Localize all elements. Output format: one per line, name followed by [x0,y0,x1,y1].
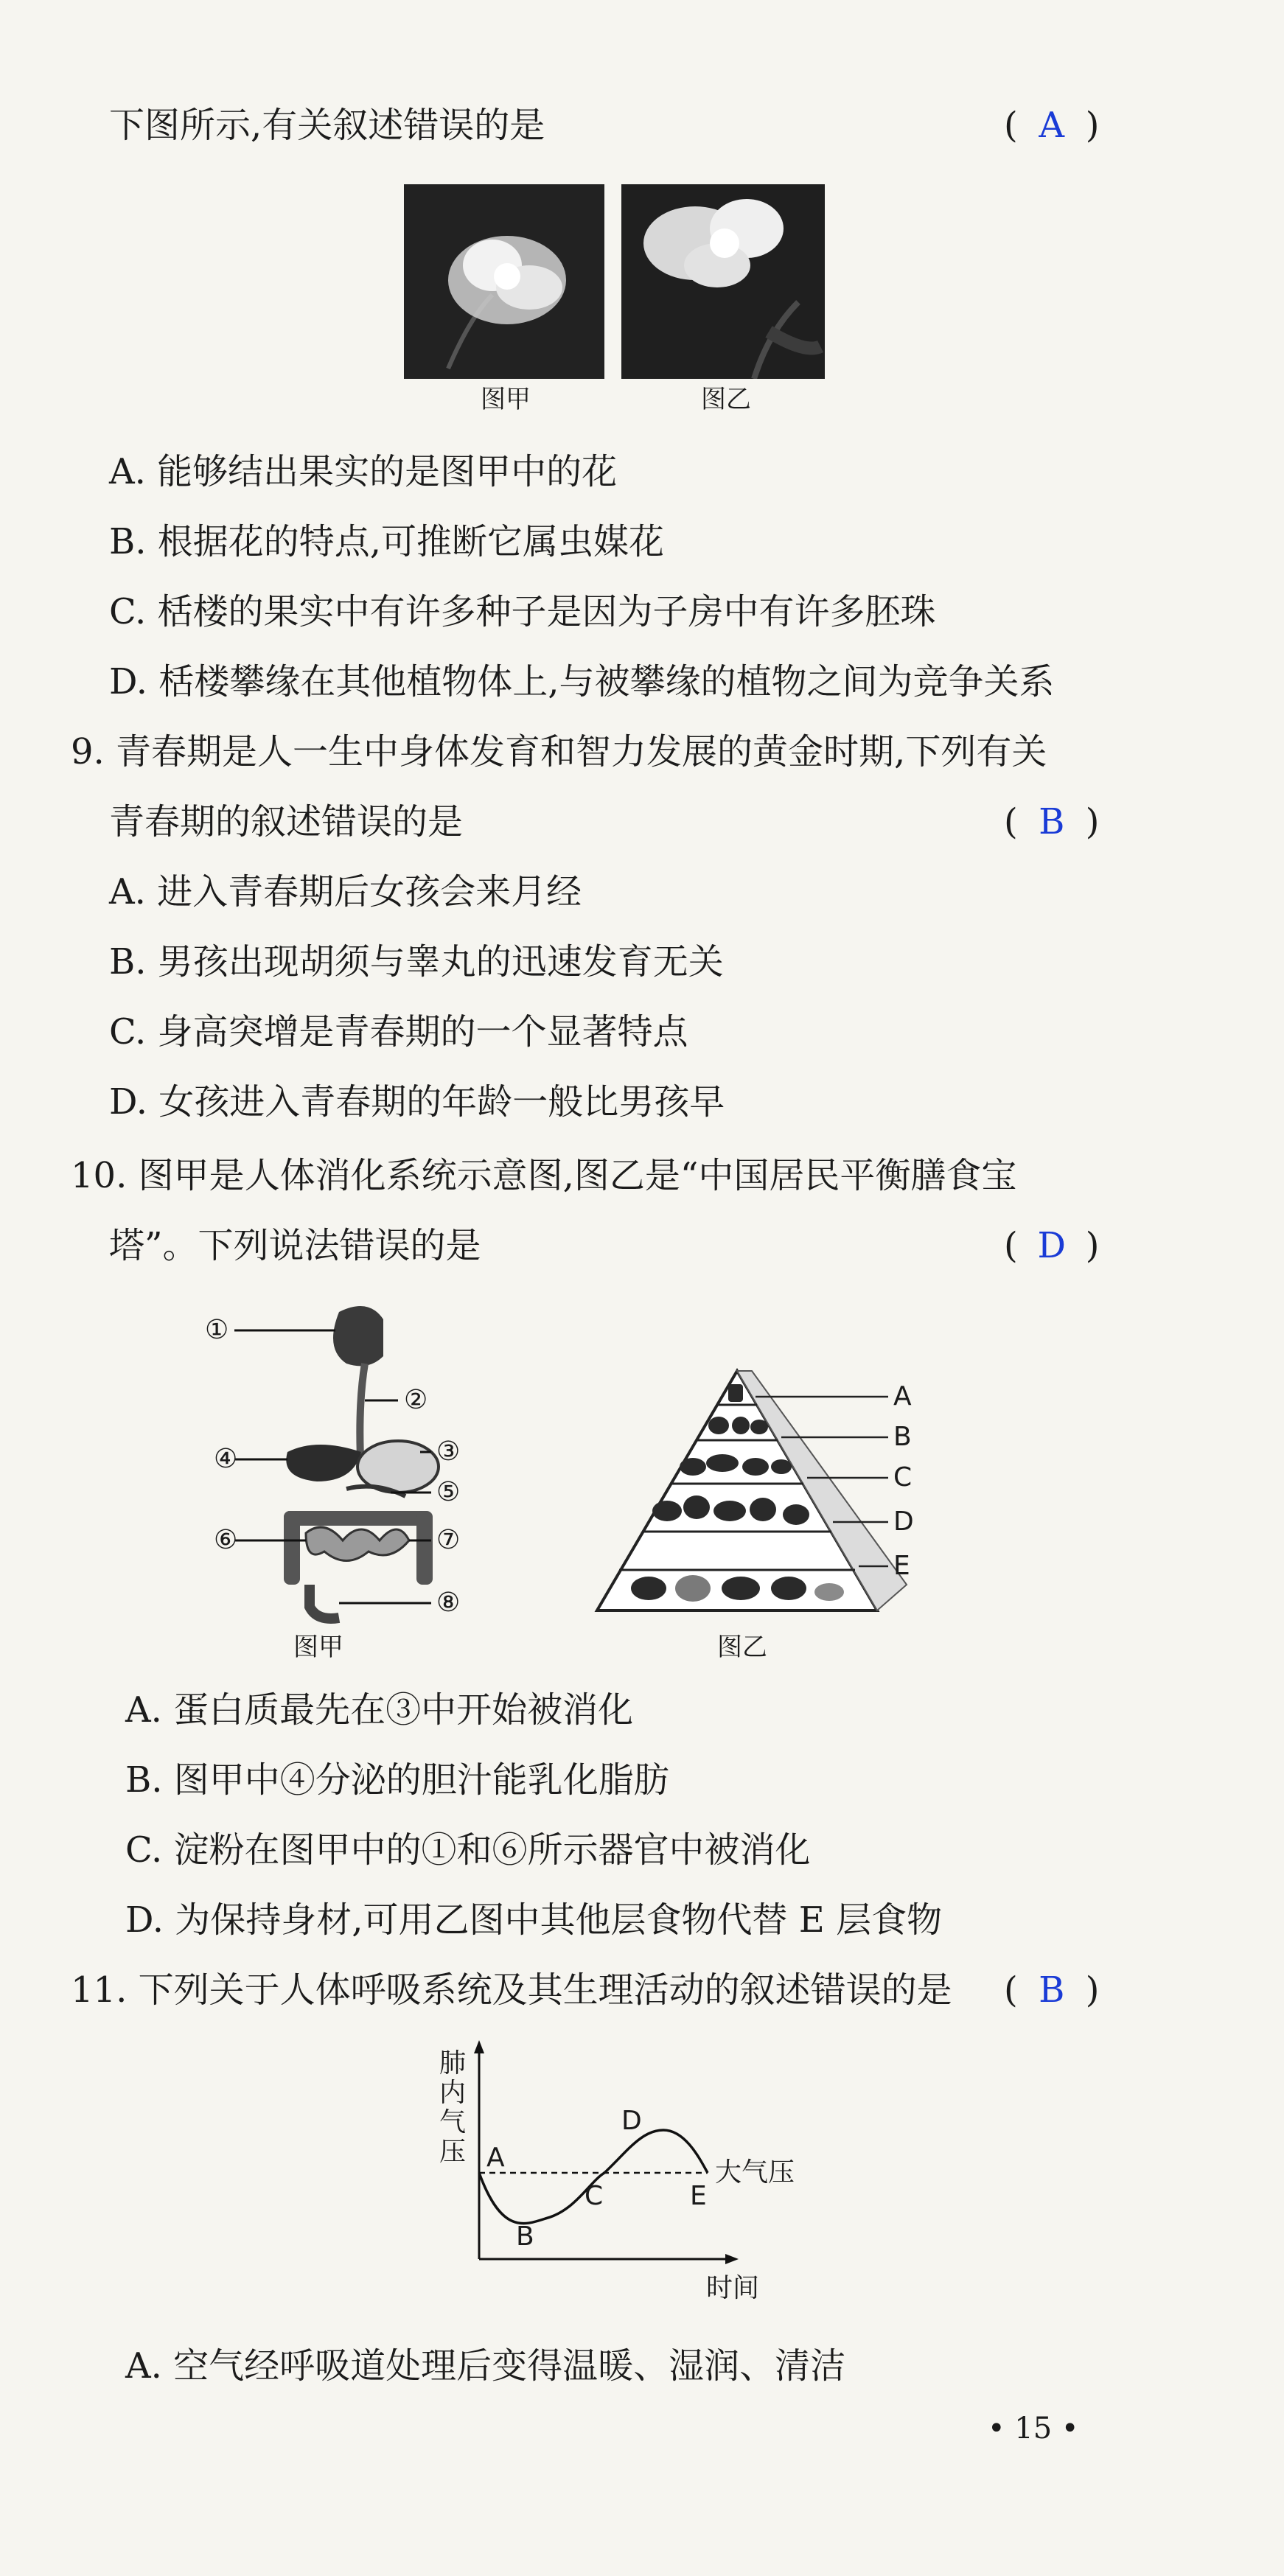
graph-point-b: B [516,2221,534,2252]
q8-caption-b: 图乙 [701,385,751,414]
food-pyramid-diagram [575,1364,929,1622]
q10-caption-a: 图甲 [293,1633,343,1662]
graph-xlabel: 时间 [706,2273,760,2303]
q9-option-c: C. 身高突增是青春期的一个显著特点 [109,1011,688,1053]
graph-ylabel-4: 压 [439,2137,467,2167]
q9-option-d: D. 女孩进入青春期的年龄一般比男孩早 [109,1081,725,1123]
q8-option-b: B. 根据花的特点,可推断它属虫媒花 [109,521,665,562]
graph-point-a: A [486,2143,505,2173]
q10-stem-line2: 塔”。下列说法错误的是 [109,1225,481,1266]
q9-answer: ( B ) [1004,801,1100,842]
pyramid-label-a: A [893,1381,912,1411]
q11-answer-letter: B [1039,1969,1065,2011]
graph-ylabel-1: 肺 [439,2048,467,2078]
flower-b-image [621,184,825,379]
q8-answer: ( A ) [1004,105,1100,146]
digestive-label-2: ② [404,1385,428,1415]
q8-answer-letter: A [1039,105,1065,146]
digestive-label-1: ① [205,1315,229,1345]
pyramid-label-e: E [893,1551,910,1581]
q10-caption-b: 图乙 [717,1633,767,1662]
q8-option-a: A. 能够结出果实的是图甲中的花 [109,451,618,492]
q11-answer: ( B ) [1004,1969,1100,2011]
digestive-label-6: ⑥ [214,1525,238,1555]
digestive-system-diagram [199,1297,523,1629]
pyramid-label-b: B [893,1422,912,1452]
flower-a-image [404,184,604,379]
q10-option-a: A. 蛋白质最先在③中开始被消化 [125,1689,634,1731]
q10-stem-line1: 10. 图甲是人体消化系统示意图,图乙是“中国居民平衡膳食宝 [71,1155,1017,1196]
q8-option-c: C. 栝楼的果实中有许多种子是因为子房中有许多胚珠 [109,591,936,632]
y-axis-arrow [474,2040,484,2053]
graph-ylabel-2: 内 [439,2078,467,2108]
q11-stem: 11. 下列关于人体呼吸系统及其生理活动的叙述错误的是 [71,1969,952,2011]
graph-ylabel-3: 气 [439,2107,467,2137]
digestive-label-5: ⑤ [436,1477,461,1507]
q9-answer-letter: B [1039,801,1065,842]
q8-option-d: D. 栝楼攀缘在其他植物体上,与被攀缘的植物之间为竞争关系 [109,661,1055,702]
digestive-label-7: ⑦ [436,1525,461,1555]
q8-caption-a: 图甲 [481,385,531,414]
q10-option-d: D. 为保持身材,可用乙图中其他层食物代替 E 层食物 [125,1899,943,1941]
digestive-label-4: ④ [214,1444,238,1474]
q10-answer-letter: D [1037,1225,1066,1266]
digestive-label-3: ③ [436,1437,461,1467]
graph-point-d: D [621,2106,642,2136]
pyramid-label-d: D [893,1507,914,1537]
q9-stem-line2: 青春期的叙述错误的是 [109,801,464,842]
page-number: • 15 • [988,2412,1079,2446]
figure-flower-b-photo [621,184,825,379]
graph-reference-label: 大气压 [715,2157,795,2188]
q9-option-b: B. 男孩出现胡须与睾丸的迅速发育无关 [109,941,724,982]
pyramid-label-c: C [893,1462,913,1493]
q10-option-c: C. 淀粉在图甲中的①和⑥所示器官中被消化 [125,1829,811,1871]
graph-point-c: C [585,2181,604,2211]
figure-flower-a-photo [404,184,604,379]
q10-answer: ( D ) [1004,1225,1100,1266]
q10-option-b: B. 图甲中④分泌的胆汁能乳化脂肪 [125,1759,669,1801]
x-axis-arrow [725,2254,739,2264]
q9-stem-line1: 9. 青春期是人一生中身体发育和智力发展的黄金时期,下列有关 [71,731,1047,772]
q8-stem: 下图所示,有关叙述错误的是 [109,105,545,146]
digestive-label-8: ⑧ [436,1588,461,1618]
graph-point-e: E [690,2181,707,2211]
q9-option-a: A. 进入青春期后女孩会来月经 [109,871,582,912]
q11-option-a: A. 空气经呼吸道处理后变得温暖、湿润、清洁 [125,2345,846,2387]
